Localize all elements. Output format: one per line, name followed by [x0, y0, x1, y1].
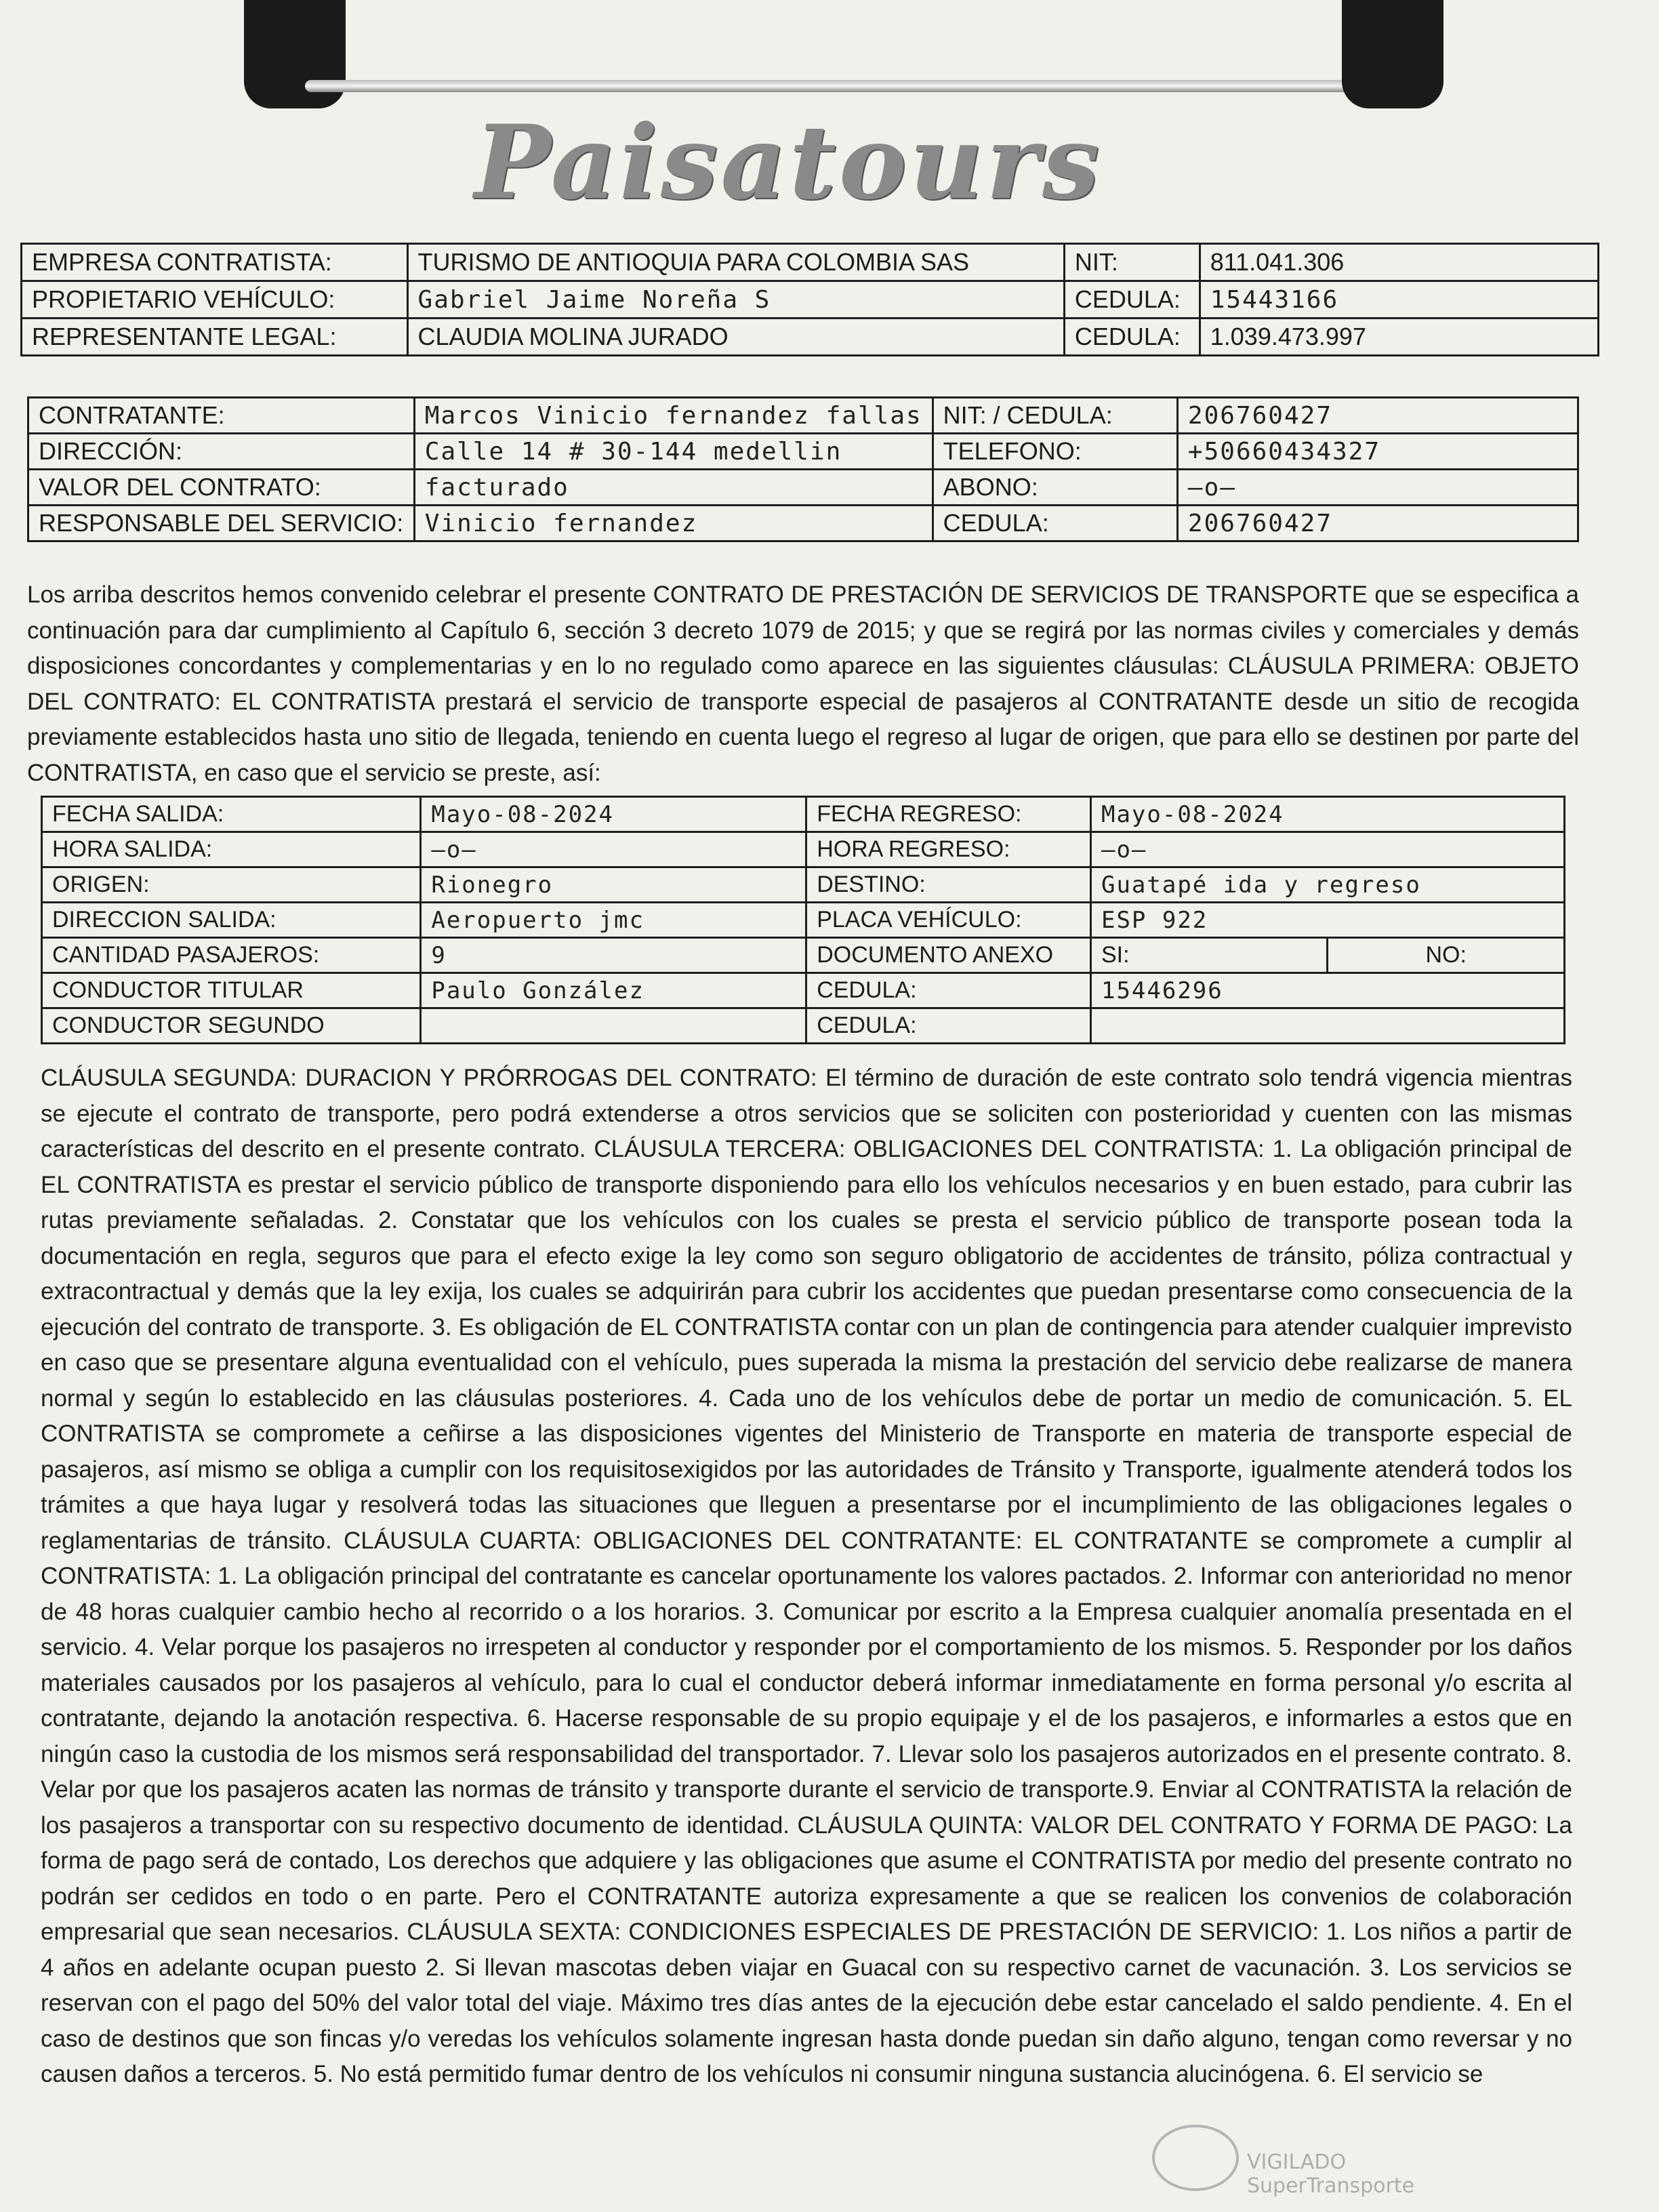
label-responsable: RESPONSABLE DEL SERVICIO: [28, 506, 415, 541]
clip-left-arm [244, 0, 346, 108]
table-row [28, 470, 1578, 506]
label-cedula-titular: CEDULA: [806, 973, 1091, 1008]
trip-details-table [41, 796, 1565, 1044]
label-fecha-salida: FECHA SALIDA: [42, 797, 421, 832]
value-destino: Guatapé ida y regreso [1090, 867, 1564, 903]
value-valor: facturado [414, 470, 933, 506]
value-conductor-titular: Paulo González [421, 973, 806, 1008]
table-row [42, 797, 1565, 832]
clip-right-arm [1342, 0, 1443, 108]
supertransporte-seal [1152, 2118, 1491, 2198]
table-row [28, 434, 1578, 470]
label-hora-salida: HORA SALIDA: [42, 832, 421, 867]
value-nit-cedula: 206760427 [1177, 398, 1578, 434]
value-fecha-salida: Mayo-08-2024 [421, 797, 806, 832]
label-representante-cedula: CEDULA: [1064, 319, 1200, 356]
label-propietario: PROPIETARIO VEHÍCULO: [22, 281, 408, 319]
table-row [22, 319, 1599, 356]
value-representante-cedula: 1.039.473.997 [1200, 319, 1598, 356]
label-abono: ABONO: [933, 470, 1177, 506]
label-valor: VALOR DEL CONTRATO: [28, 470, 415, 506]
label-si: SI: [1090, 938, 1327, 973]
value-hora-regreso: —o— [1090, 832, 1564, 867]
value-propietario: Gabriel Jaime Noreña S [407, 281, 1064, 319]
label-fecha-regreso: FECHA REGRESO: [806, 797, 1091, 832]
value-propietario-cedula: 15443166 [1200, 281, 1598, 319]
value-direccion-salida: Aeropuerto jmc [421, 903, 806, 938]
value-telefono: +50660434327 [1177, 434, 1578, 470]
label-conductor-titular: CONDUCTOR TITULAR [42, 973, 421, 1008]
value-direccion: Calle 14 # 30-144 medellin [414, 434, 933, 470]
label-conductor-segundo: CONDUCTOR SEGUNDO [42, 1008, 421, 1044]
table-row [28, 398, 1578, 434]
contract-intro-text: Los arriba descritos hemos convenido celebrar el presente CONTRATO DE PRESTACIÓN DE SERVICIOS DE TRANSPORTE que se especifica a continuación para dar cumplimiento al Capítulo 6, sección 3 decreto 1079 de 2015; y que se regirá por las normas civiles y comerciales y demás disposiciones concordantes y complementarias y en lo no regulado como aparece en las siguientes cláusulas: CLÁUSULA PRIMERA: OBJETO DEL CONTRATO: EL CONTRATISTA prestará el servicio de transporte especial de pasajeros al CONTRATANTE desde un sitio de recogida previamente establecidos hasta uno sitio de llegada, teniendo en cuenta luego el regreso al lugar de origen, que para ello se destinen por parte del CONTRATISTA, en caso que el servicio se preste, así: [27, 581, 1579, 786]
label-cedula-segundo: CEDULA: [806, 1008, 1091, 1044]
company-info-table [20, 243, 1599, 356]
label-direccion-salida: DIRECCION SALIDA: [42, 903, 421, 938]
seal-emblem-icon [1152, 2125, 1239, 2191]
table-row [42, 1008, 1565, 1044]
label-nit: NIT: [1064, 244, 1200, 281]
value-cedula-segundo [1090, 1008, 1564, 1044]
label-origen: ORIGEN: [42, 867, 421, 903]
label-no: NO: [1328, 938, 1565, 973]
label-telefono: TELEFONO: [933, 434, 1177, 470]
label-documento-anexo: DOCUMENTO ANEXO [806, 938, 1091, 973]
table-row [42, 903, 1565, 938]
value-responsable: Vinicio fernandez [414, 506, 933, 541]
value-cedula-titular: 15446296 [1090, 973, 1564, 1008]
value-hora-salida: —o— [421, 832, 806, 867]
label-empresa: EMPRESA CONTRATISTA: [22, 244, 408, 281]
value-placa: ESP 922 [1090, 903, 1564, 938]
label-placa: PLACA VEHÍCULO: [806, 903, 1091, 938]
value-empresa: TURISMO DE ANTIOQUIA PARA COLOMBIA SAS [407, 244, 1064, 281]
table-row [42, 938, 1565, 973]
contract-clauses-text: CLÁUSULA SEGUNDA: DURACION Y PRÓRROGAS DEL CONTRATO: El término de duración de este contrato solo tendrá vigencia mientras se ejecute el contrato de transporte, pero podrá extenderse a otros servicios que se soliciten con posterioridad y cuenten con las mismas características del descrito en el presente contrato. CLÁUSULA TERCERA: OBLIGACIONES DEL CONTRATISTA: 1. La obligación principal de EL CONTRATISTA es prestar el servicio público de transporte disponiendo para ello los vehículos necesarios y en buen estado, para cubrir las rutas previamente señaladas. 2. Constatar que los vehículos con los cuales se presta el servicio público de transporte posean toda la documentación en regla, seguros que para el efecto exige la ley como son seguro obligatorio de accidentes de tránsito, póliza contractual y extracontractual y demás que la ley exija, los cuales se adquirirán para cubrir los accidentes que puedan presentarse como consecuencia de la ejecución del contrato de transporte. 3. Es obligación de EL CONTRATISTA contar con un plan de contingencia para atender cualquier imprevisto en caso que se presentare alguna eventualidad con el vehículo, pues superada la misma la prestación del servicio debe realizarse de manera normal y según lo establecido en las cláusulas posteriores. 4. Cada uno de los vehículos debe de portar un medio de comunicación. 5. EL CONTRATISTA se compromete a ceñirse a las disposiciones vigentes del Ministerio de Transporte en materia de transporte especial de pasajeros, así mismo se obliga a cumplir con los requisitosexigidos por las autoridades de Tránsito y Transporte, igualmente atenderá todos los trámites a que haya lugar y resolverá todas las situaciones que lleguen a presentarse por el incumplimiento de las obligaciones legales o reglamentarias de tránsito. CLÁUSULA CUARTA: OBLIGACIONES DEL CONTRATANTE: EL CONTRATANTE se compromete a cumplir al CONTRATISTA: 1. La obligación principal del contratante es cancelar oportunamente los valores pactados. 2. Informar con anterioridad no menor de 48 horas cualquier cambio hecho al recorrido o a los horarios. 3. Comunicar por escrito a la Empresa cualquier anomalía presentada en el servicio. 4. Velar porque los pasajeros no irrespeten al conductor y responder por el comportamiento de los mismos. 5. Responder por los daños materiales causados por los pasajeros al vehículo, para lo cual el conductor deberá informar inmediatamente en forma personal y/o escrita al contratante, dejando la anotación respectiva. 6. Hacerse responsable de su propio equipaje y el de los pasajeros, e informarles a estos que en ningún caso la custodia de los mismos será responsabilidad del transportador. 7. Llevar solo los pasajeros autorizados en el presente contrato. 8. Velar por que los pasajeros acaten las normas de tránsito y transporte durante el servicio de transporte.9. Enviar al CONTRATISTA la relación de los pasajeros a transportar con su respectivo documento de identidad. CLÁUSULA QUINTA: VALOR DEL CONTRATO Y FORMA DE PAGO: La forma de pago será de contado, Los derechos que adquiere y las obligaciones que asume el CONTRATISTA por medio del presente contrato no podrán ser cedidos en todo o en parte. Pero el CONTRATANTE autoriza expresamente a que se realicen los convenios de colaboración empresarial que sean necesarios. CLÁUSULA SEXTA: CONDICIONES ESPECIALES DE PRESTACIÓN DE SERVICIO: 1. Los niños a partir de 4 años en adelante ocupan puesto 2. Si llevan mascotas deben viajar en Guacal con su respectivo carnet de vacunación. 3. Los servicios se reservan con el pago del 50% del valor total del viaje. Máximo tres días antes de la ejecución debe estar cancelado el saldo pendiente. 4. En el caso de destinos que son fincas y/o veredas los vehículos solamente ingresan hasta donde puedan sin daño alguno, tengan como reversar y no causen daños a terceros. 5. No está permitido fumar dentro de los vehículos ni consumir ninguna sustancia alucinógena. 6. El servicio se [41, 1065, 1572, 2087]
value-fecha-regreso: Mayo-08-2024 [1090, 797, 1564, 832]
value-responsable-cedula: 206760427 [1177, 506, 1578, 541]
table-row [42, 867, 1565, 903]
value-contratante: Marcos Vinicio fernandez fallas [414, 398, 933, 434]
value-abono: —o— [1177, 470, 1578, 506]
table-row [22, 281, 1599, 319]
table-row [22, 244, 1599, 281]
label-nit-cedula: NIT: / CEDULA: [933, 398, 1177, 434]
label-representante: REPRESENTANTE LEGAL: [22, 319, 408, 356]
value-nit: 811.041.306 [1200, 244, 1598, 281]
client-info-table [27, 396, 1579, 542]
table-row [42, 832, 1565, 867]
label-contratante: CONTRATANTE: [28, 398, 415, 434]
label-hora-regreso: HORA REGRESO: [806, 832, 1091, 867]
label-destino: DESTINO: [806, 867, 1091, 903]
label-propietario-cedula: CEDULA: [1064, 281, 1200, 319]
label-cantidad-pasajeros: CANTIDAD PASAJEROS: [42, 938, 421, 973]
value-origen: Rionegro [421, 867, 806, 903]
table-row [42, 973, 1565, 1008]
seal-text: VIGILADO SuperTransporte [1247, 2150, 1415, 2198]
value-representante: CLAUDIA MOLINA JURADO [407, 319, 1064, 356]
value-conductor-segundo [421, 1008, 806, 1044]
table-row [28, 506, 1578, 541]
company-logo: Paisatours [474, 103, 1103, 222]
label-responsable-cedula: CEDULA: [933, 506, 1177, 541]
value-cantidad-pasajeros: 9 [421, 938, 806, 973]
label-direccion: DIRECCIÓN: [28, 434, 415, 470]
clip-rod [305, 80, 1382, 92]
